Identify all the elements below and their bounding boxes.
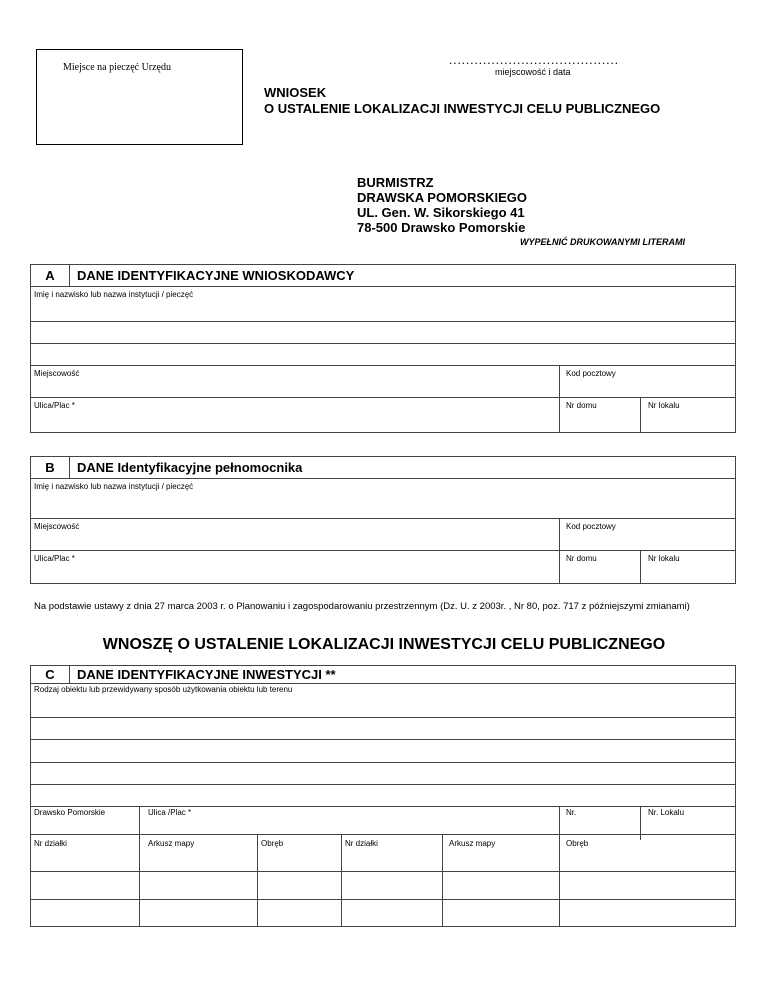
parcel-col-arkusz-1: Arkusz mapy [148,839,195,848]
divider [31,365,735,366]
divider [31,834,735,835]
divider [31,550,735,551]
parcel-col-nr-dzialki-2: Nr działki [345,839,378,848]
divider [31,871,735,872]
stamp-box [36,49,243,145]
section-b-name-label: Imię i nazwisko lub nazwa instytucji / pieczęć [34,482,194,491]
section-a-name-field[interactable] [31,287,735,365]
divider [31,717,735,718]
addressee-line4: 78-500 Drawsko Pomorskie [357,220,526,235]
date-caption: miejscowość i data [495,67,571,77]
divider [31,784,735,785]
parcel-col-arkusz-2: Arkusz mapy [449,839,496,848]
divider [139,806,140,926]
addressee-line2: DRAWSKA POMORSKIEGO [357,190,527,205]
section-c-nr-label: Nr. [566,808,577,817]
section-c-street-label: Ulica /Plac * [148,808,192,817]
divider [31,518,735,519]
section-b-city-label: Miejscowość [34,522,80,531]
parcel-col-obreb-1: Obręb [261,839,284,848]
addressee-line1: BURMISTRZ [357,175,434,190]
main-heading: WNOSZĘ O USTALENIE LOKALIZACJI INWESTYCJI CELU PUBLICZNEGO [102,636,666,653]
section-a-name-label: Imię i nazwisko lub nazwa instytucji / pieczęć [34,290,194,299]
form-title [264,85,660,117]
divider [559,365,560,432]
date-dots[interactable]: ........................................ [449,52,619,67]
section-b-flat-label: Nr lokalu [648,554,680,563]
divider [31,899,735,900]
form-title-line1: WNIOSEK [264,85,327,100]
section-a-house-label: Nr domu [566,401,597,410]
divider [442,834,443,926]
section-a-title: DANE IDENTYFIKACYJNE WNIOSKODAWCY [77,268,355,283]
divider [257,834,258,926]
divider [559,806,560,926]
section-c-letter: C [31,666,70,683]
section-b-title: DANE Identyfikacyjne pełnomocnika [77,460,303,475]
addressee-block [357,175,527,235]
divider [640,550,641,583]
section-b-letter: B [31,457,70,478]
fill-note: WYPEŁNIĆ DRUKOWANYMI LITERAMI [520,237,685,247]
section-a [30,264,736,433]
section-a-header [31,265,735,287]
section-a-flat-label: Nr lokalu [648,401,680,410]
section-b-house-label: Nr domu [566,554,597,563]
section-a-letter: A [31,265,70,286]
divider [341,834,342,926]
section-b-header [31,457,735,479]
section-b-street-label: Ulica/Plac * [34,554,75,563]
section-a-street-label: Ulica/Plac * [34,401,75,410]
divider [31,739,735,740]
section-a-city-label: Miejscowość [34,369,80,378]
section-b [30,456,736,584]
stamp-label: Miejsce na pieczęć Urzędu [63,62,171,73]
section-c-flat-label: Nr. Lokalu [648,808,685,817]
section-c-town-label: Drawsko Pomorskie [34,808,106,817]
section-a-postal-label: Kod pocztowy [566,369,616,378]
divider [31,321,735,322]
section-c-title: DANE IDENTYFIKACYJNE INWESTYCJI ** [77,667,336,682]
divider [31,397,735,398]
section-c [30,665,736,927]
divider [31,762,735,763]
parcel-col-obreb-2: Obręb [566,839,589,848]
section-b-postal-label: Kod pocztowy [566,522,616,531]
divider [31,343,735,344]
section-c-header [31,666,735,684]
addressee-line3: UL. Gen. W. Sikorskiego 41 [357,205,525,220]
form-title-line2: O USTALENIE LOKALIZACJI INWESTYCJI CELU PUBLICZNEGO [264,101,661,116]
legal-basis-text: Na podstawie ustawy z dnia 27 marca 2003 r. o Planowaniu i zagospodarowaniu przestrzennym (Dz. U. z 2003r. , Nr 80, poz. 717 z późniejszymi zmianami) [34,601,690,612]
parcel-col-nr-dzialki-1: Nr działki [34,839,67,848]
section-c-type-label: Rodzaj obiektu lub przewidywany sposób użytkowania obiektu lub terenu [34,685,293,694]
divider [640,397,641,432]
divider [31,806,735,807]
